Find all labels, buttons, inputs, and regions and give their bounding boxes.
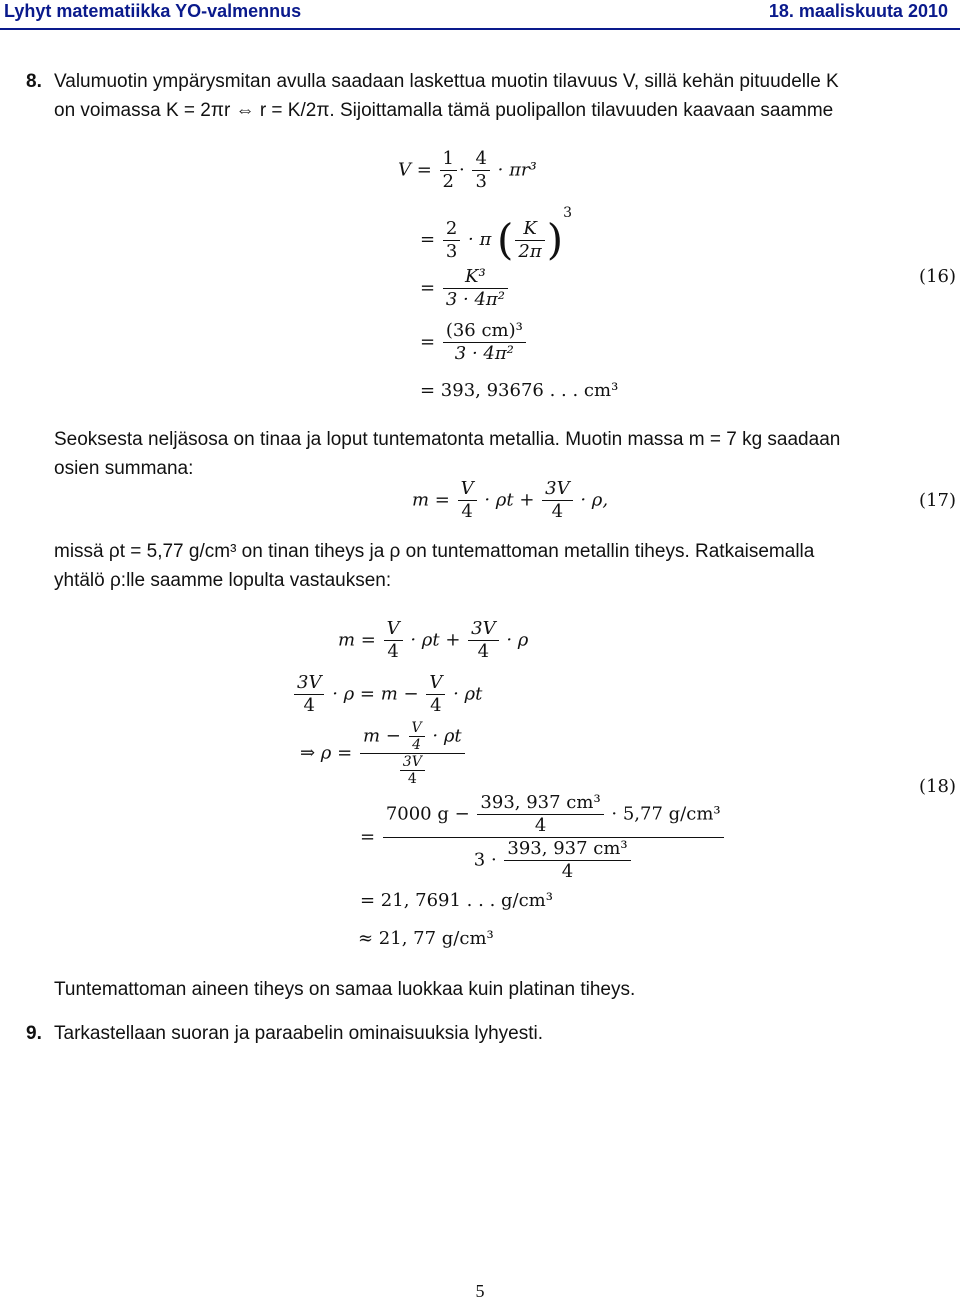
problem-9-number: 9.: [26, 1023, 42, 1044]
problem-9-text: Tarkastellaan suoran ja paraabelin ominaisuuksia lyhyesti.: [54, 1023, 543, 1044]
eq17-row: m = $\frac{V}{4}$ · ρt + $\frac{3V}{4}$ · ρ,: [412, 478, 609, 522]
paragraph-tin-line1: Seoksesta neljäsosa on tinaa ja loput tuntematonta metallia. Muotin massa m = 7 kg saadaan: [54, 429, 841, 450]
eq16-row1: V = $\frac{1}{2}$ · $\frac{4}{3}$ · πr³: [398, 148, 537, 192]
header-rule: [0, 28, 960, 30]
page-number: 5: [475, 1281, 485, 1301]
eq16-number: (16): [919, 266, 956, 287]
paragraph-tin-line2: osien summana:: [54, 458, 194, 479]
eq16-row4: = $\frac{\text{(36 cm)³}}{\text{3 · 4π²}}$: [420, 320, 528, 365]
eq18-row2: $\frac{3V}{4}$ · ρ = m − $\frac{V}{4}$ · ρt: [292, 672, 482, 717]
eq18-row3: ⇒ ρ = m − $\frac{V}{4}$ · ρt $\frac{3V}{4}$: [300, 720, 467, 787]
problem-8-line2: on voimassa K = 2πr ⇔ r = K/2π. Sijoittamalla tämä puolipallon tilavuuden kaavaan saamme: [54, 100, 834, 121]
conclusion-text: Tuntemattoman aineen tiheys on samaa luokkaa kuin platinan tiheys.: [54, 979, 636, 1000]
header-date: 18. maaliskuuta 2010: [768, 1, 948, 21]
eq18-row4: = 7000 g − $\frac{\text{393, 937 cm³}}{4}$ · 5,77 g/cm³ 3 · $\frac{\text{393, 937 cm³}}{4}$: [360, 792, 726, 883]
eq18-row1: m = $\frac{V}{4}$ · ρt + $\frac{3V}{4}$ · ρ: [338, 618, 529, 662]
eq16-row3: = $\frac{\text{K³}}{\text{3 · 4π²}}$: [420, 266, 510, 311]
eq16-row2: = $\frac{2}{3}$ · π ( $\frac{K}{2\pi}$ )$^3$: [420, 205, 573, 264]
problem-8-line1: Valumuotin ympärysmitan avulla saadaan laskettua muotin tilavuus V, sillä kehän pituudelle K: [54, 71, 839, 92]
eq18-row5: = 21, 7691 . . . g/cm³: [360, 890, 553, 911]
eq18-number: (18): [919, 776, 956, 797]
paragraph-density-line2: yhtälö ρ:lle saamme lopulta vastauksen:: [54, 570, 392, 591]
eq16-row5: = 393, 93676 . . . cm³: [420, 380, 619, 401]
eq18-row6: ≈ 21, 77 g/cm³: [358, 928, 494, 949]
paragraph-density-line1: missä ρt = 5,77 g/cm³ on tinan tiheys ja ρ on tuntemattoman metallin tiheys. Ratkaisemalla: [54, 541, 815, 562]
problem-8-number: 8.: [26, 71, 42, 92]
course-title: Lyhyt matematiikka YO-valmennus: [4, 1, 302, 21]
eq17-number: (17): [919, 490, 956, 511]
running-header: [0, 0, 960, 22]
